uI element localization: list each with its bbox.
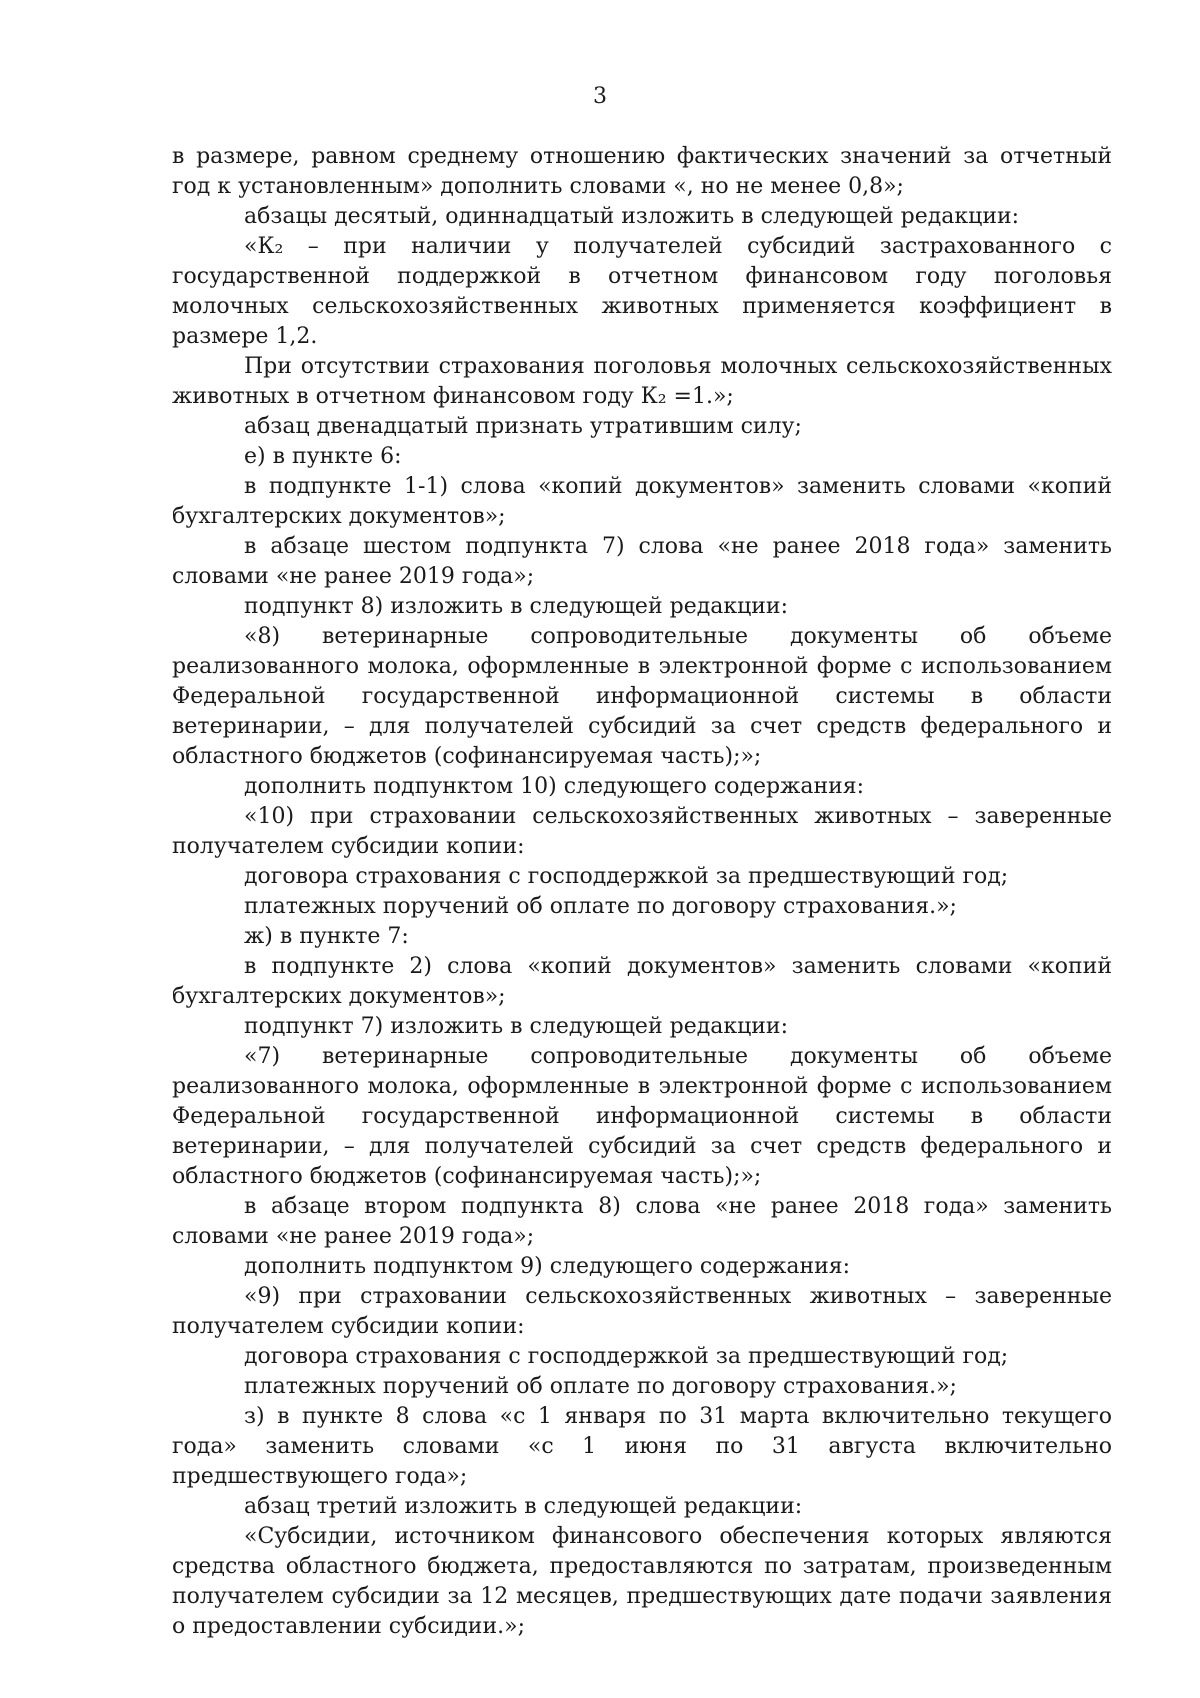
paragraph: «Субсидии, источником финансового обеспечения которых являются средства областного бюджета, предоставляются по затратам, произведенным получателем субсидии за 12 месяцев, предшествующих дате подачи заявления о предоставлении субсидии.»; [172,1524,1112,1639]
paragraph: з) в пункте 8 слова «с 1 января по 31 марта включительно текущего года» заменить словами «с 1 июня по 31 августа включительно предшествующего года»; [172,1404,1112,1489]
paragraph: абзац третий изложить в следующей редакции: [244,1494,803,1519]
paragraph: «8) ветеринарные сопроводительные документы об объеме реализованного молока, оформленные в электронной форме с использованием Федеральной государственной информационной системы в области ветеринарии, – для получателей субсидий за счет средств федерального и областного бюджетов (софинансируемая часть);»; [172,624,1112,769]
paragraph: в размере, равном среднему отношению фактических значений за отчетный год к установленным» дополнить словами «, но не менее 0,8»; [172,144,1112,199]
paragraph: в абзаце шестом подпункта 7) слова «не ранее 2018 года» заменить словами «не ранее 2019 года»; [172,534,1112,589]
paragraph: договора страхования с господдержкой за предшествующий год; [244,1344,1009,1369]
paragraph: в подпункте 1-1) слова «копий документов» заменить словами «копий бухгалтерских документов»; [172,474,1112,529]
paragraph: «К₂ – при наличии у получателей субсидий застрахованного с государственной поддержкой в отчетном финансовом году поголовья молочных сельскохозяйственных животных применяется коэффициент в размере 1,2. [172,234,1112,349]
paragraph: абзац двенадцатый признать утратившим силу; [244,414,802,439]
paragraph: платежных поручений об оплате по договору страхования.»; [244,894,957,919]
paragraph: подпункт 7) изложить в следующей редакции: [244,1014,789,1039]
paragraph: «7) ветеринарные сопроводительные документы об объеме реализованного молока, оформленные в электронной форме с использованием Федеральной государственной информационной системы в области ветеринарии, – для получателей субсидий за счет средств федерального и областного бюджетов (софинансируемая часть);»; [172,1044,1112,1189]
paragraph: абзацы десятый, одиннадцатый изложить в следующей редакции: [244,204,1020,229]
paragraph: в подпункте 2) слова «копий документов» заменить словами «копий бухгалтерских документов»; [172,954,1112,1009]
paragraph: подпункт 8) изложить в следующей редакции: [244,594,789,619]
paragraph: платежных поручений об оплате по договору страхования.»; [244,1374,957,1399]
paragraph: «10) при страховании сельскохозяйственных животных – заверенные получателем субсидии копии: [172,804,1112,859]
paragraph: «9) при страховании сельскохозяйственных животных – заверенные получателем субсидии копии: [172,1284,1112,1339]
paragraph: договора страхования с господдержкой за предшествующий год; [244,864,1009,889]
paragraph: При отсутствии страхования поголовья молочных сельскохозяйственных животных в отчетном финансовом году К₂ =1.»; [172,354,1112,409]
paragraph: е) в пункте 6: [244,444,402,469]
paragraph: ж) в пункте 7: [244,924,409,949]
paragraph: дополнить подпунктом 10) следующего содержания: [244,774,865,799]
page-number: 3 [593,84,607,109]
paragraph: в абзаце втором подпункта 8) слова «не ранее 2018 года» заменить словами «не ранее 2019 года»; [172,1194,1112,1249]
paragraph: дополнить подпунктом 9) следующего содержания: [244,1254,851,1279]
document-body [172,142,1112,1642]
